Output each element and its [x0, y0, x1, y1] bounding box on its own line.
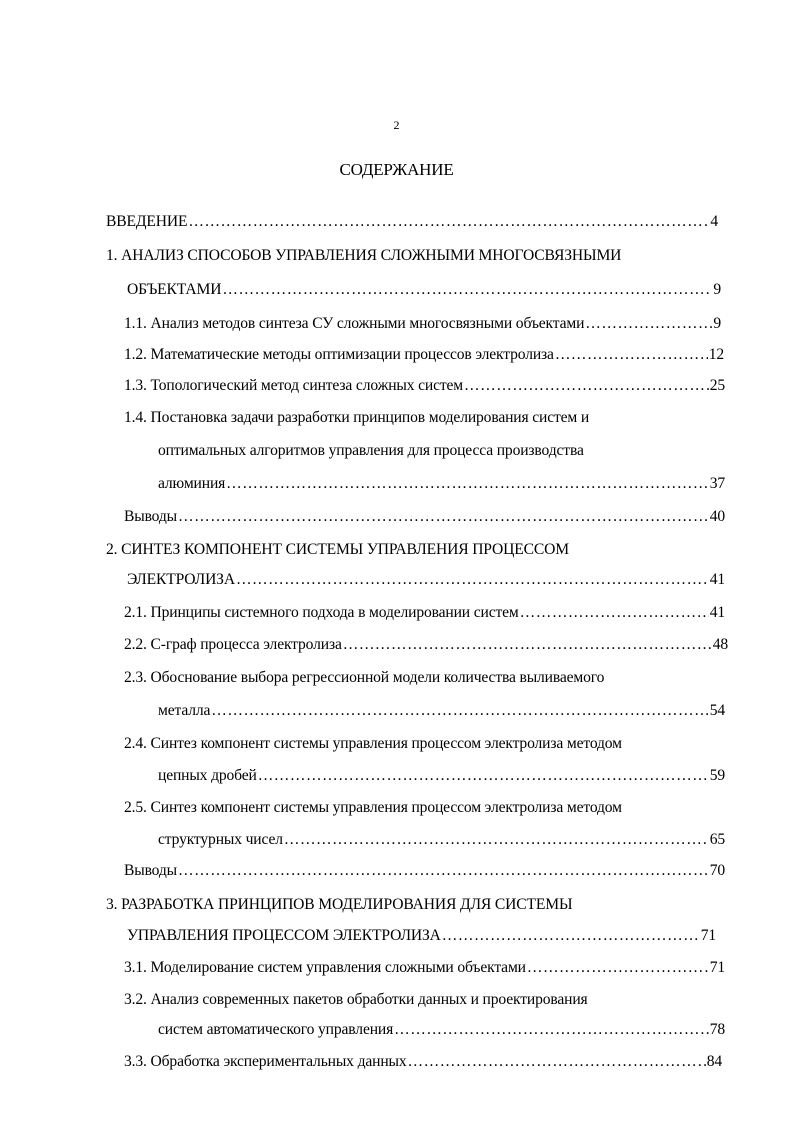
toc-entry-2-5 [158, 830, 725, 850]
toc-entry-2-2 [124, 635, 728, 655]
toc-entry-text: 3.1. Моделирование систем управления сложными объектами [124, 959, 526, 976]
toc-entry-text: УПРАВЛЕНИЯ ПРОЦЕССОМ ЭЛЕКТРОЛИЗА [127, 927, 441, 944]
toc-entry-text: 1.2. Математические методы оптимизации процессов электролиза [124, 346, 554, 363]
toc-entry-text: систем автоматического управления [158, 1021, 394, 1038]
toc-entry-2-3-line1: 2.3. Обоснование выбора регрессионной модели количества выливаемого [124, 669, 605, 686]
toc-entry-3-1 [124, 958, 725, 978]
toc-entry-text: металла [158, 702, 211, 719]
toc-entry-page: 41 [709, 571, 725, 588]
toc-entry-page: 59 [709, 767, 725, 784]
toc-entry-text: ВВЕДЕНИЕ [106, 213, 188, 230]
toc-chapter-2-heading: 2. СИНТЕЗ КОМПОНЕНТ СИСТЕМЫ УПРАВЛЕНИЯ ПРОЦЕССОМ [106, 541, 569, 558]
toc-entry-text: 2.2. С-граф процесса электролиза [124, 636, 342, 653]
toc-entry-chapter-3 [127, 926, 716, 946]
toc-entry-page: 78 [709, 1021, 725, 1038]
toc-entry-2-3 [158, 701, 725, 721]
toc-entry-page: 54 [709, 702, 725, 719]
toc-entry-1-4-line1: 1.4. Постановка задачи разработки принципов моделирования систем и [124, 409, 590, 426]
toc-entry-text: ОБЪЕКТАМИ [127, 281, 222, 298]
toc-entry-page: 40 [709, 508, 725, 525]
toc-entry-page: 84 [706, 1053, 722, 1070]
toc-entry-text: алюминия [158, 475, 226, 492]
toc-entry-3-2 [158, 1020, 725, 1040]
toc-entry-page: 37 [709, 475, 725, 492]
toc-entry-page: 4 [710, 213, 718, 230]
toc-entry-text: Выводы [124, 508, 177, 525]
page-title: СОДЕРЖАНИЕ [339, 160, 454, 179]
toc-entry-page: 41 [709, 604, 725, 621]
toc-entry-page: 65 [709, 831, 725, 848]
toc-entry-text: цепных дробей [158, 767, 257, 784]
toc-chapter-1-heading: 1. АНАЛИЗ СПОСОБОВ УПРАВЛЕНИЯ СЛОЖНЫМИ МНОГОСВЯЗНЫМИ [106, 247, 622, 264]
toc-entry-1-4-line2: оптимальных алгоритмов управления для процесса производства [158, 442, 584, 459]
toc-entry-page: 71 [700, 927, 716, 944]
toc-entry-page: 25 [709, 377, 725, 394]
toc-entry-1-conclusions [124, 507, 725, 527]
toc-entry-3-2-line1: 3.2. Анализ современных пакетов обработки данных и проектирования [124, 991, 588, 1008]
toc-entry-chapter-2 [127, 570, 725, 590]
toc-entry-text: структурных чисел [158, 831, 283, 848]
toc-chapter-3-heading: 3. РАЗРАБОТКА ПРИНЦИПОВ МОДЕЛИРОВАНИЯ ДЛЯ СИСТЕМЫ [106, 896, 573, 913]
toc-entry-2-4-line1: 2.4. Синтез компонент системы управления процессом электролиза методом [124, 735, 622, 752]
toc-entry-2-1 [124, 603, 725, 623]
toc-entry-text: 1.1. Анализ методов синтеза СУ сложными многосвязными объектами [124, 315, 585, 332]
toc-entry-intro [106, 212, 718, 232]
toc-entry-page: 12 [708, 346, 724, 363]
toc-entry-text: 1.3. Топологический метод синтеза сложных систем [124, 377, 464, 394]
toc-entry-2-conclusions [124, 861, 725, 881]
toc-entry-1-1 [124, 314, 721, 334]
toc-entry-2-5-line1: 2.5. Синтез компонент системы управления процессом электролиза методом [124, 799, 622, 816]
toc-entry-chapter-1 [127, 280, 721, 300]
toc-entry-1-3 [124, 376, 725, 396]
toc-entry-page: 71 [709, 959, 725, 976]
toc-entry-text: ЭЛЕКТРОЛИЗА [127, 571, 235, 588]
page-number: 2 [393, 118, 400, 132]
toc-entry-1-4 [158, 474, 725, 494]
toc-entry-page: 48 [712, 636, 728, 653]
toc-entry-text: 3.3. Обработка экспериментальных данных [124, 1053, 407, 1070]
toc-entry-1-2 [124, 345, 724, 365]
toc-entry-page: 9 [713, 281, 721, 298]
toc-entry-page: 9 [713, 315, 721, 332]
toc-entry-page: 70 [709, 862, 725, 879]
toc-entry-text: Выводы [124, 862, 177, 879]
toc-entry-3-3 [124, 1052, 722, 1072]
toc-entry-2-4 [158, 766, 725, 786]
toc-entry-text: 2.1. Принципы системного подхода в моделировании систем [124, 604, 519, 621]
